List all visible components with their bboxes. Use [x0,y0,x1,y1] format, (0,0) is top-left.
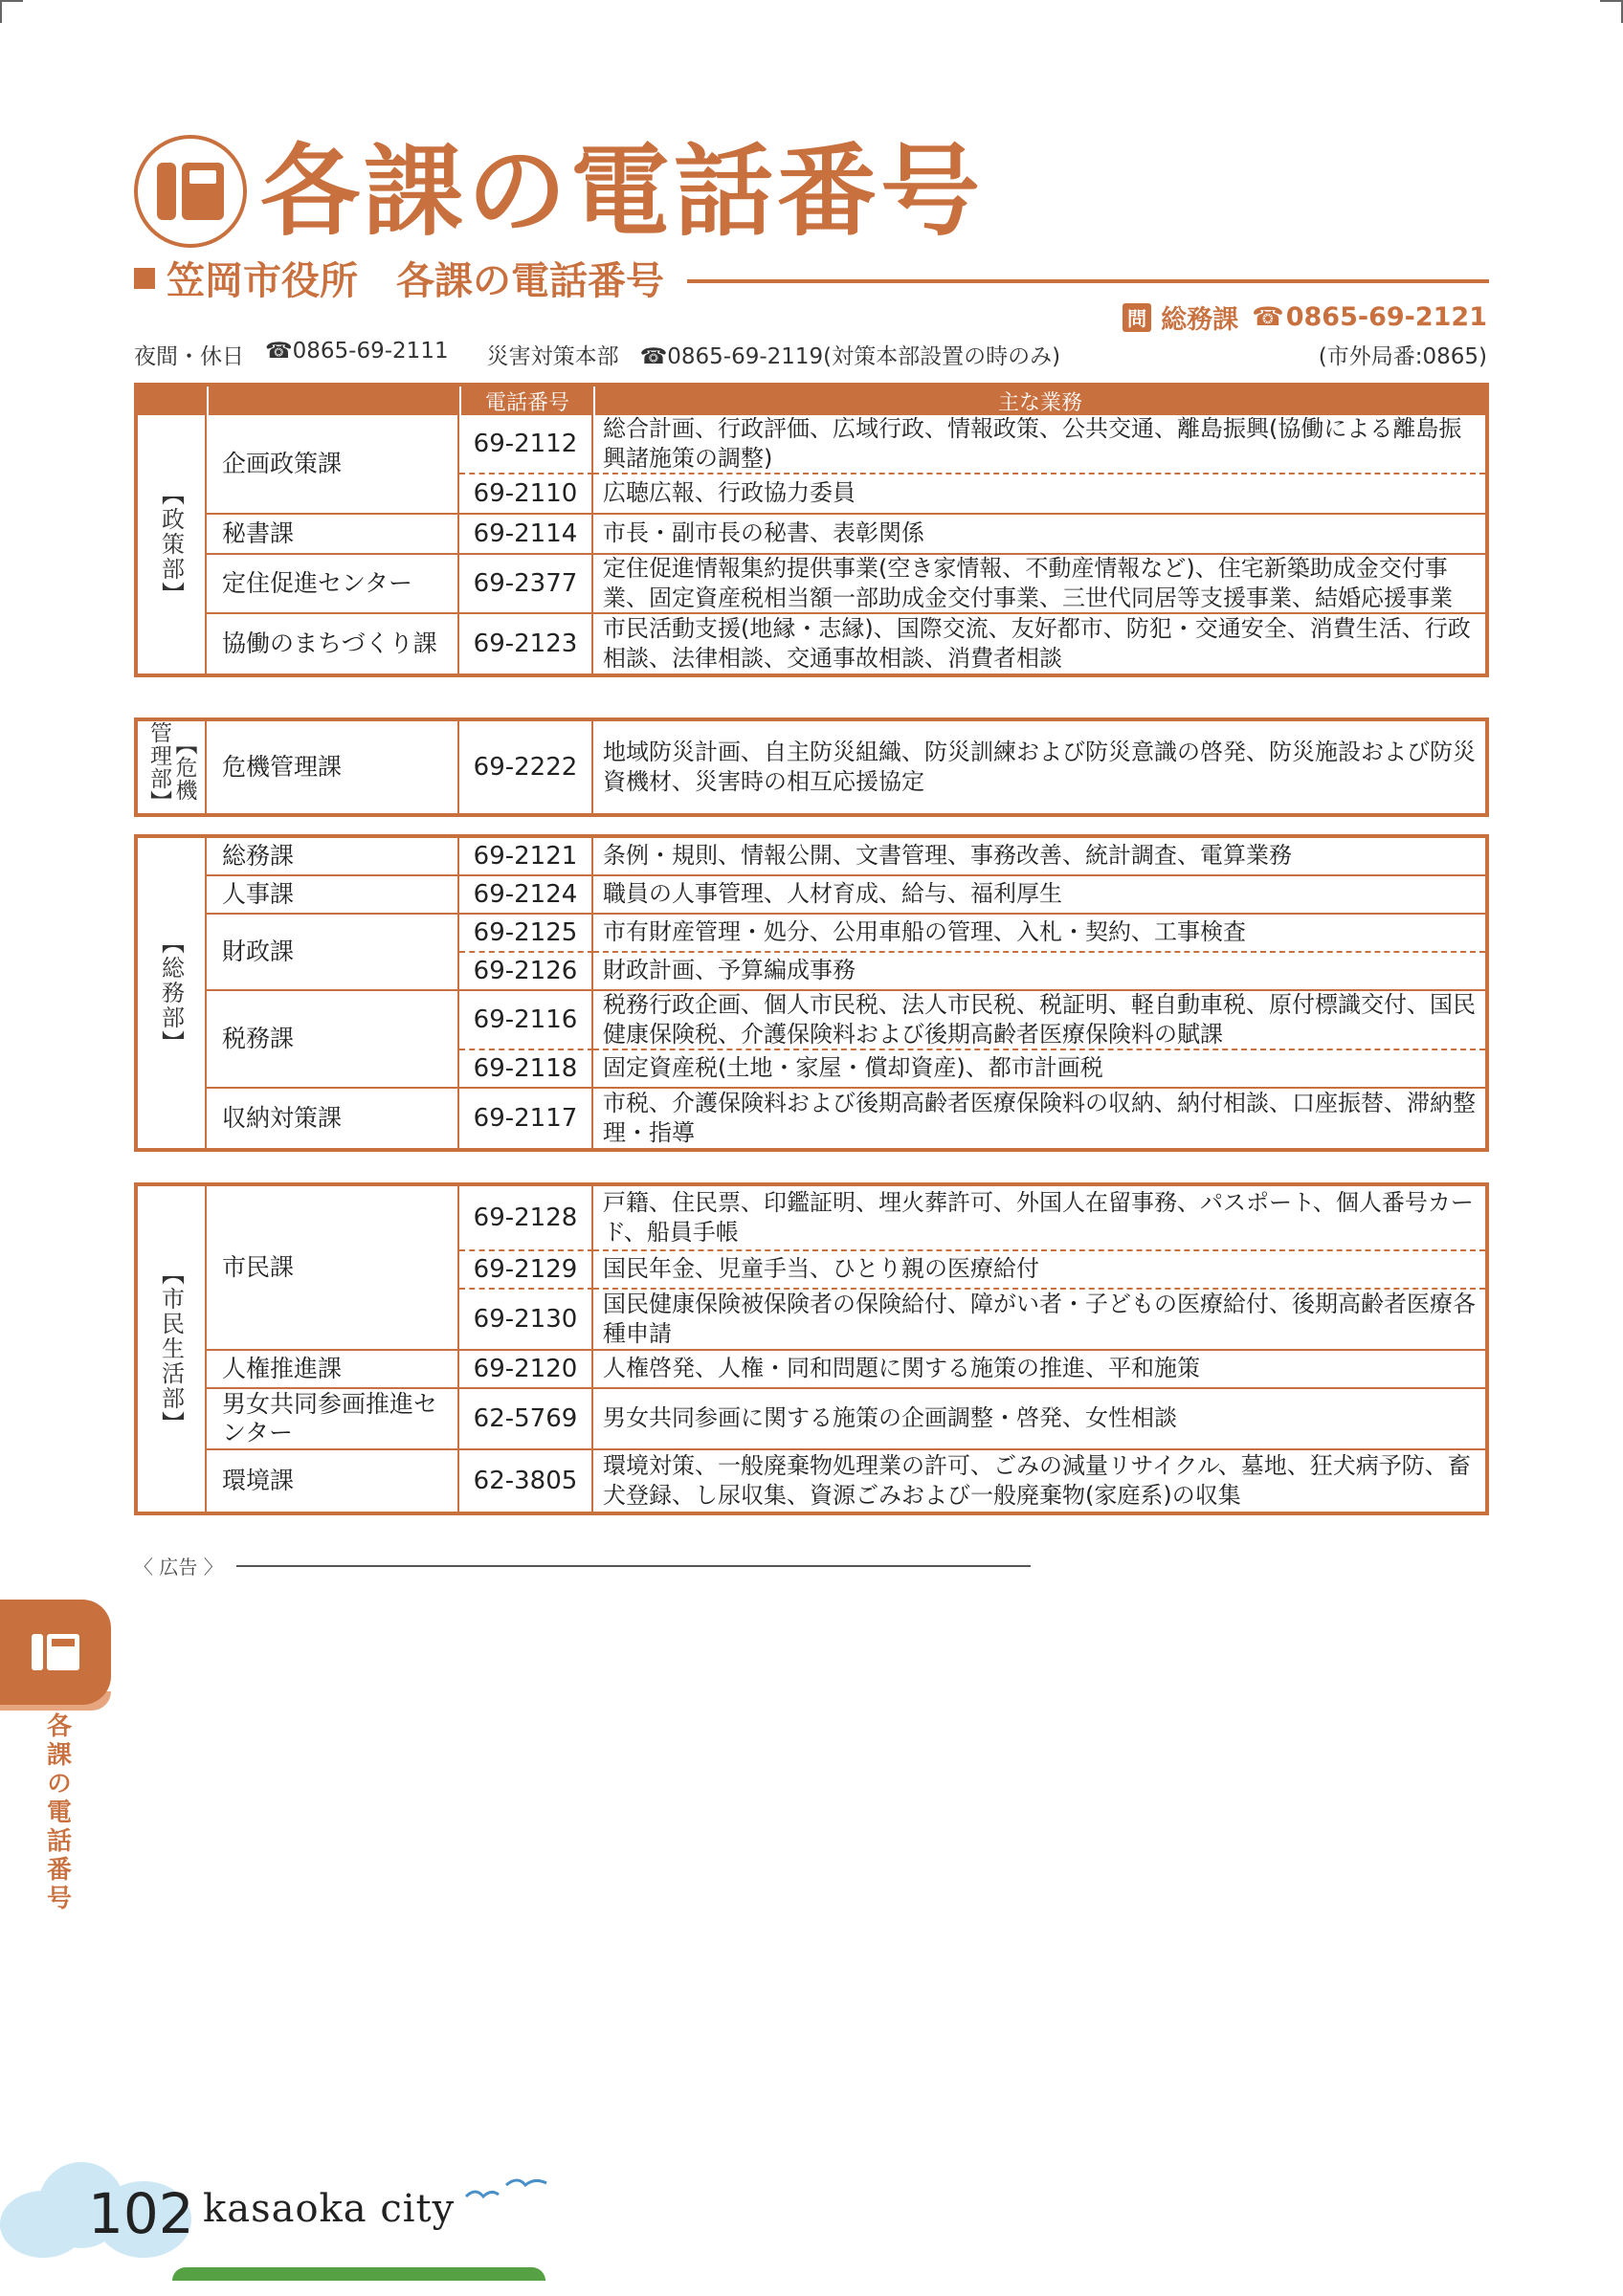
subtitle-text: 笠岡市役所 各課の電話番号 [167,259,664,303]
duty-text: 戸籍、住民票、印鑑証明、埋火葬許可、外国人在留事務、パスポート、個人番号カード、船員手帳 [593,1186,1485,1251]
duty-text: 税務行政企画、個人市民税、法人市民税、税証明、軽自動車税、原付標識交付、国民健康保険税、介護保険料および後期高齢者医療保険料の賦課 [593,991,1485,1050]
telephone-icon [32,1634,79,1670]
table-kiki [134,718,1489,817]
section-name: 協働のまちづくり課 [207,614,459,673]
duty-text: 総合計画、行政評価、広域行政、情報政策、公共交通、離島振興(協働による離島振興諸施策の調整) [593,415,1485,475]
duty-text: 地域防災計画、自主防災組織、防災訓練および防災意識の啓発、防災施設および防災資機材、災害時の相互応援協定 [603,738,1476,795]
duty-text: 国民年金、児童手当、ひとり親の医療給付 [593,1251,1485,1290]
duty-text: 市税、介護保険料および後期高齢者医療保険料の収納、納付相談、口座振替、滞納整理・指導 [603,1089,1476,1146]
page-number: 102 [88,2181,194,2246]
dept-label-line2: 管理部】 [146,721,171,813]
phone-number: 69-2124 [459,876,593,915]
phone-number: 69-2125 [459,915,593,953]
duty-text: 定住促進情報集約提供事業(空き家情報、不動産情報など)、住宅新築助成金交付事業、固定資産税相当額一部助成金交付事業、三世代同居等支援事業、結婚応援事業 [593,555,1485,614]
dept-group [138,415,1485,673]
section-name: 財政課 [207,915,459,991]
duty-text: 市民活動支援(地縁・志縁)、国際交流、友好都市、防犯・交通安全、消費生活、行政相談、法律相談、交通事故相談、消費者相談 [603,614,1471,672]
phone-number: 69-2129 [459,1251,593,1290]
dept-group [138,838,1485,1148]
info-line [134,339,1487,370]
subtitle-rule [687,279,1489,283]
phone-number: 69-2114 [459,515,593,555]
table-seisaku [134,383,1489,677]
duty-text: 職員の人事管理、人材育成、給与、福利厚生 [593,876,1485,915]
phone-number: 69-2377 [459,555,593,614]
table-shimin [134,1182,1489,1515]
phone-number: 69-2116 [459,991,593,1050]
duty-text: 男女共同参画に関する施策の企画調整・啓発、女性相談 [593,1389,1485,1450]
duty-text: 広聴広報、行政協力委員 [593,475,1485,515]
section-subtitle [134,251,1489,305]
telephone-icon [157,163,224,220]
page-title [134,134,984,249]
section-name: 総務課 [207,838,459,876]
dept-group [138,1186,1485,1512]
phone-number: 69-2130 [459,1290,593,1351]
dept-group [138,721,1485,813]
section-name: 秘書課 [207,515,459,555]
section-name: 人事課 [207,876,459,915]
duty-text: 国民健康保険被保険者の保険給付、障がい者・子どもの医療給付、後期高齢者医療各種申請 [593,1290,1485,1351]
table-header [138,386,1485,415]
side-index-label: 各課の電話番号 [42,1712,72,1913]
phone-number: 69-2120 [459,1351,593,1389]
phone-number: 69-2118 [459,1050,593,1089]
inquiry-phone: 0865-69-2121 [1285,302,1487,332]
crop-mark-top-left [0,0,23,23]
title-text: 各課の電話番号 [260,133,985,250]
side-index-tab [0,1600,111,1705]
duty-text: 市長・副市長の秘書、表彰関係 [593,515,1485,555]
phone-number: 62-5769 [459,1389,593,1450]
phone-number: 69-2117 [459,1089,593,1148]
phone-icon: ☎ [1252,302,1284,332]
phone-circle-icon [134,135,247,248]
section-name: 収納対策課 [207,1089,459,1148]
section-name: 市民課 [207,1186,459,1351]
phone-number: 69-2123 [459,614,593,673]
advertisement-marker [134,1552,1031,1579]
duty-text: 条例・規則、情報公開、文書管理、事務改善、統計調査、電算業務 [593,838,1485,876]
inquiry-badge: 問 [1123,303,1151,332]
phone-number: 62-3805 [459,1450,593,1512]
phone-number: 69-2126 [459,953,593,991]
disaster-hq-label: 災害対策本部 [486,344,619,369]
header-phone: 電話番号 [459,386,593,416]
inquiry-dept: 総務課 [1161,305,1239,335]
ad-rule [236,1565,1031,1567]
section-name: 危機管理課 [207,721,459,813]
dept-label [138,721,207,813]
square-bullet-icon [134,268,155,289]
section-name: 環境課 [207,1450,459,1512]
dept-label: 【総務部】 [138,838,207,1148]
site-name: kasaoka city [203,2187,456,2231]
birds-icon [464,2174,550,2212]
section-name: 企画政策課 [207,415,459,515]
section-name: 男女共同参画推進センター [207,1389,459,1450]
duty-text: 財政計画、予算編成事務 [593,953,1485,991]
grass-decoration [172,2267,545,2281]
disaster-hq-phone: ☎0865-69-2119(対策本部設置の時のみ) [639,344,1061,369]
phone-number: 69-2222 [459,721,593,813]
phone-number: 69-2112 [459,415,593,475]
dept-label: 【市民生活部】 [138,1186,207,1512]
duty-text: 固定資産税(土地・家屋・償却資産)、都市計画税 [593,1050,1485,1089]
area-code: (市外局番:0865) [1318,344,1487,369]
ad-label: 〈 広告 〉 [134,1556,223,1578]
crop-mark-top-right [1600,0,1623,23]
section-name: 定住促進センター [207,555,459,614]
night-holiday-phone: ☎0865-69-2111 [265,339,449,364]
duty-text: 環境対策、一般廃棄物処理業の許可、ごみの減量リサイクル、墓地、狂犬病予防、畜犬登録、し尿収集、資源ごみおよび一般廃棄物(家庭系)の収集 [603,1451,1471,1509]
section-name: 人権推進課 [207,1351,459,1389]
dept-label: 【政策部】 [138,415,207,673]
section-name: 税務課 [207,991,459,1089]
phone-number: 69-2121 [459,838,593,876]
night-holiday-label: 夜間・休日 [134,344,244,369]
phone-number: 69-2128 [459,1186,593,1251]
table-somu [134,834,1489,1152]
dept-label-line1: 【危機 [171,733,197,802]
header-duties: 主な業務 [593,386,1485,416]
duty-text: 人権啓発、人権・同和問題に関する施策の推進、平和施策 [593,1351,1485,1389]
phone-number: 69-2110 [459,475,593,515]
inquiry-contact [1123,298,1487,336]
duty-text: 市有財産管理・処分、公用車船の管理、入札・契約、工事検査 [593,915,1485,953]
